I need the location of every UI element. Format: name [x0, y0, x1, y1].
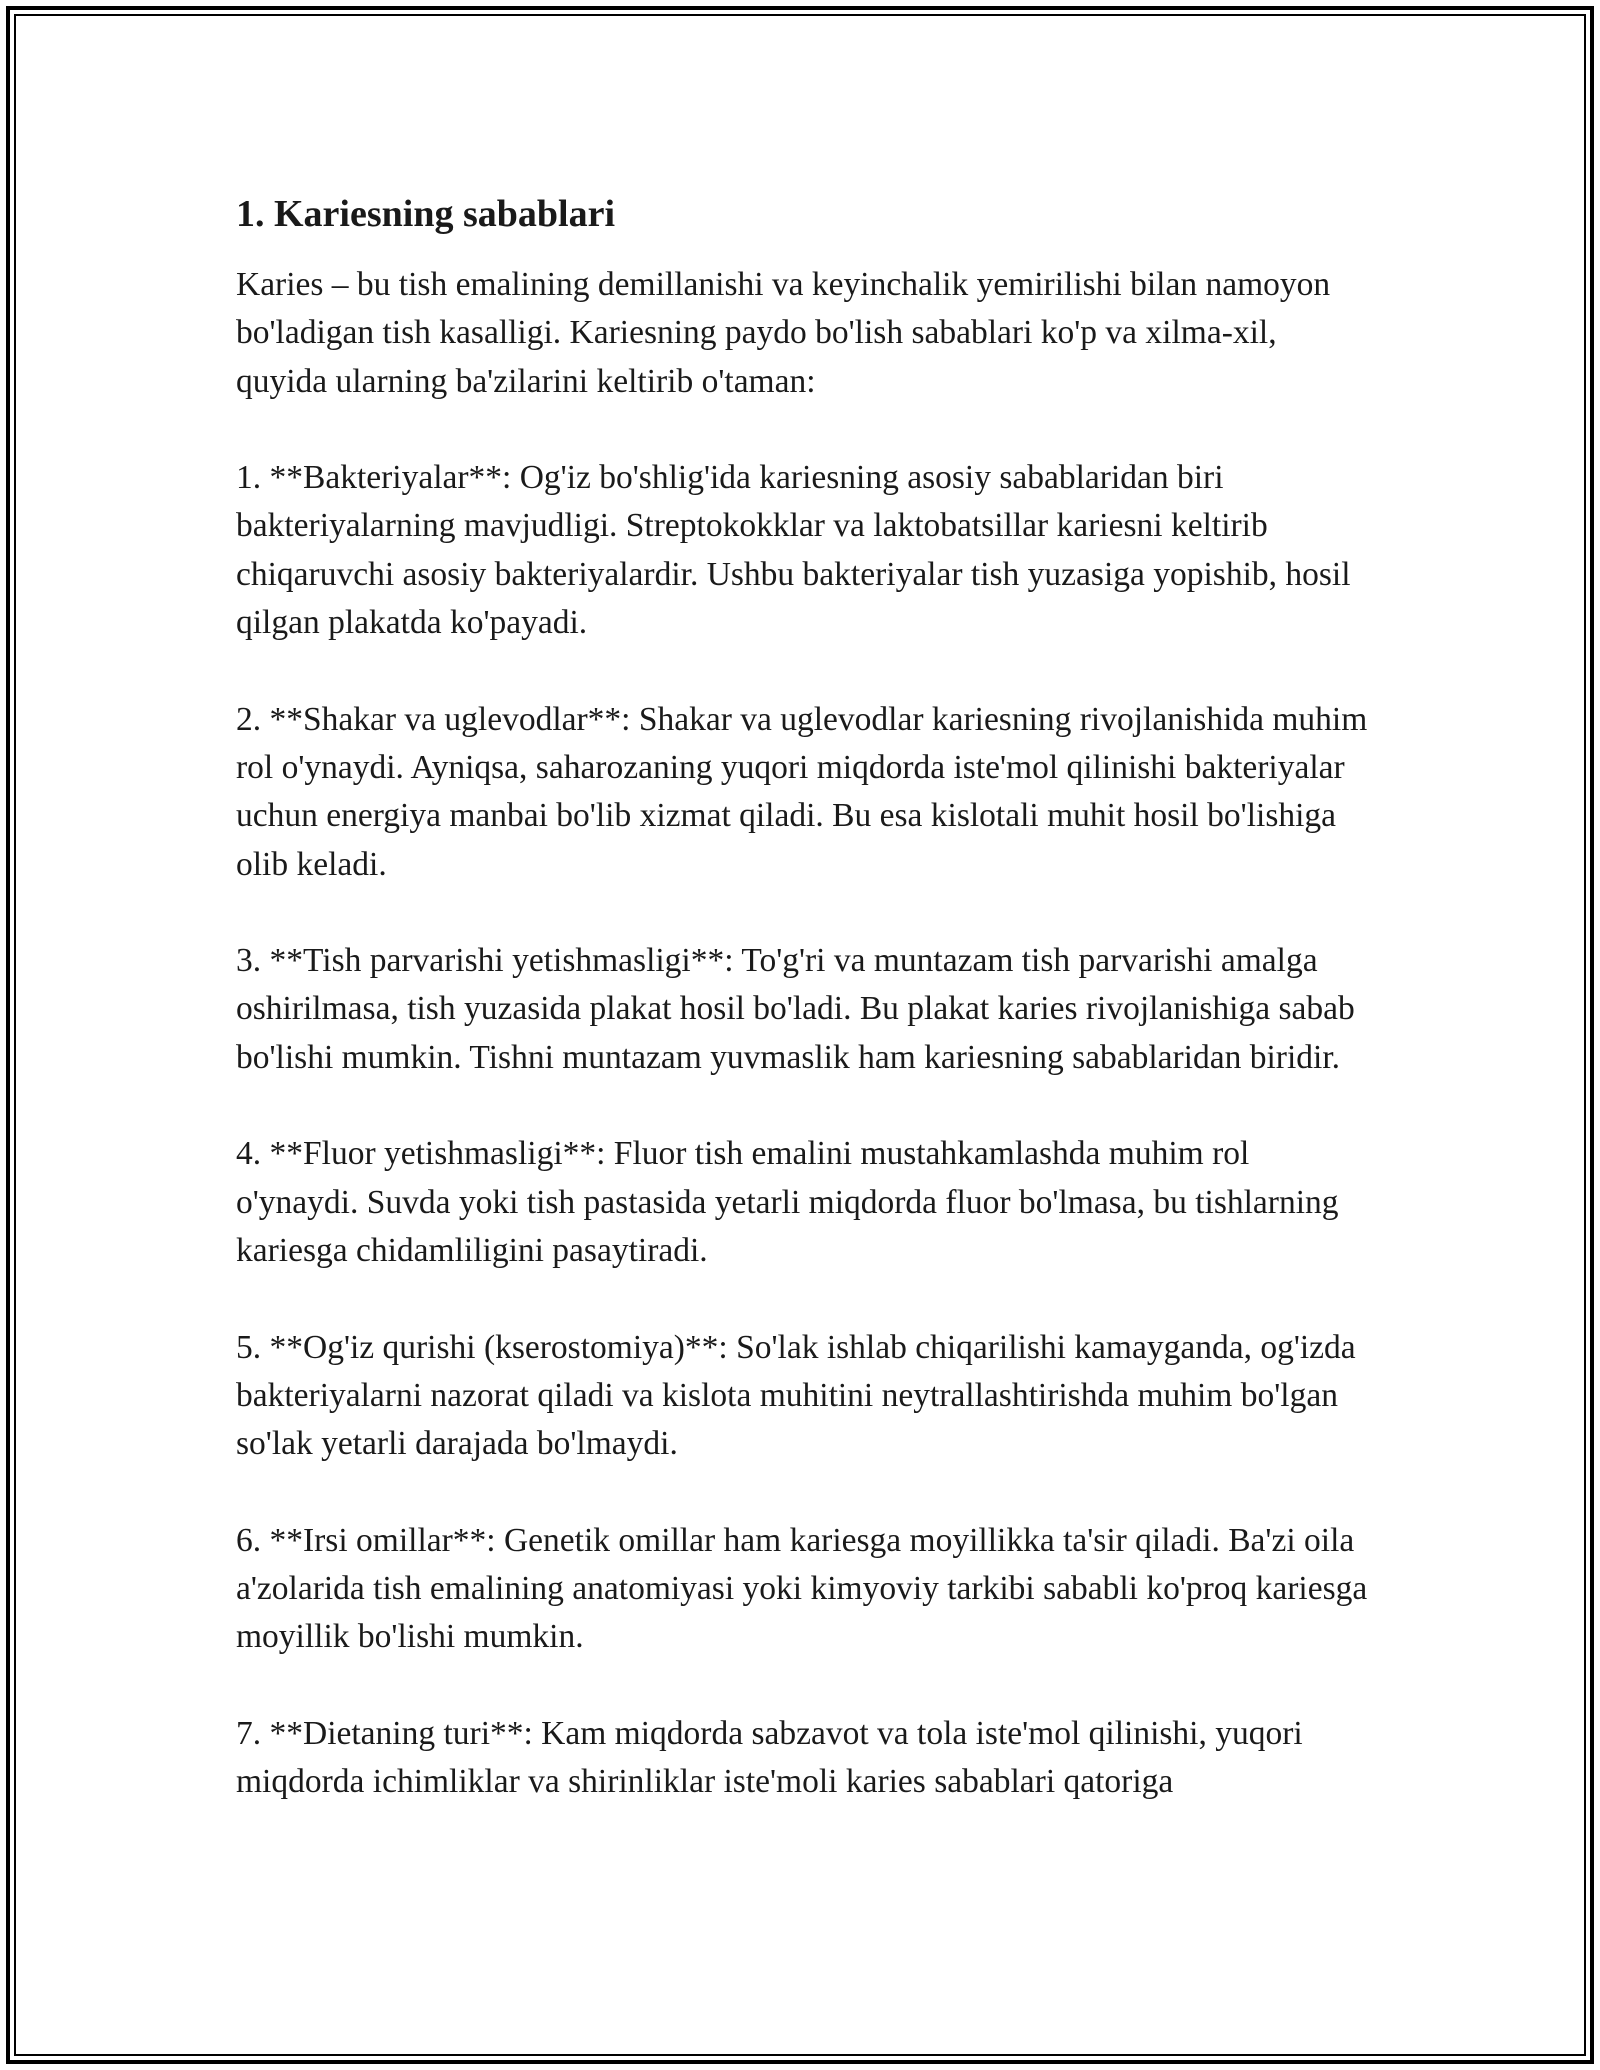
paragraph-diet: 7. **Dietaning turi**: Kam miqdorda sabzavot va tola iste'mol qilinishi, yuqori miqdorda ichimliklar va shirinliklar iste'moli karies sabablari qatoriga	[236, 1714, 1303, 1801]
paragraph-genetics: 6. **Irsi omillar**: Genetik omillar ham kariesga moyillikka ta'sir qiladi. Ba'zi oila a'zolarida tish emalining anatomiyasi yoki kimyoviy tarkibi sababli ko'proq kariesga moyillik bo'lishi mumkin.	[236, 1521, 1368, 1656]
paragraph-dry-mouth: 5. **Og'iz qurishi (kserostomiya)**: So'lak ishlab chiqarilishi kamayganda, og'izda bakteriyalarni nazorat qiladi va kislota muhitini neytrallashtirishda muhim bo'lgan so'lak yetarli darajada bo'lmaydi.	[236, 1328, 1356, 1463]
paragraph-fluoride: 4. **Fluor yetishmasligi**: Fluor tish emalini mustahkamlashda muhim rol o'ynaydi. Suvda yoki tish pastasida yetarli miqdorda fluor bo'lmasa, bu tishlarning kariesga chidamliligini pasaytiradi.	[236, 1135, 1339, 1269]
paragraph-dental-care: 3. **Tish parvarishi yetishmasligi**: To'g'ri va muntazam tish parvarishi amalga oshirilmasa, tish yuzasida plakat hosil bo'ladi. Bu plakat karies rivojlanishiga sabab bo'lishi mumkin. Tishni muntazam yuvmaslik ham kariesning sabablaridan biridir.	[236, 942, 1355, 1076]
document-title: 1. Kariesning sabablari	[236, 193, 615, 235]
document-body	[236, 188, 1376, 1855]
paragraph-bacteria: 1. **Bakteriyalar**: Og'iz bo'shlig'ida kariesning asosiy sabablaridan biri bakteriyalarning mavjudligi. Streptokokklar va laktobatsillar kariesni keltirib chiqaruvchi asosiy bakteriyalardir. Ushbu bakteriyalar tish yuzasiga yopishib, hosil qilgan plakatda ko'payadi.	[236, 459, 1351, 642]
intro-paragraph: Karies – bu tish emalining demillanishi va keyinchalik yemirilishi bilan namoyon bo'ladigan tish kasalligi. Kariesning paydo bo'lish sabablari ko'p va xilma-xil, quyida ularning ba'zilarini keltirib o'taman:	[236, 266, 1331, 400]
paragraph-sugar: 2. **Shakar va uglevodlar**: Shakar va uglevodlar kariesning rivojlanishida muhim rol o'ynaydi. Ayniqsa, saharozaning yuqori miqdorda iste'mol qilinishi bakteriyalar uchun energiya manbai bo'lib xizmat qiladi. Bu esa kislotali muhit hosil bo'lishiga olib keladi.	[236, 700, 1368, 883]
